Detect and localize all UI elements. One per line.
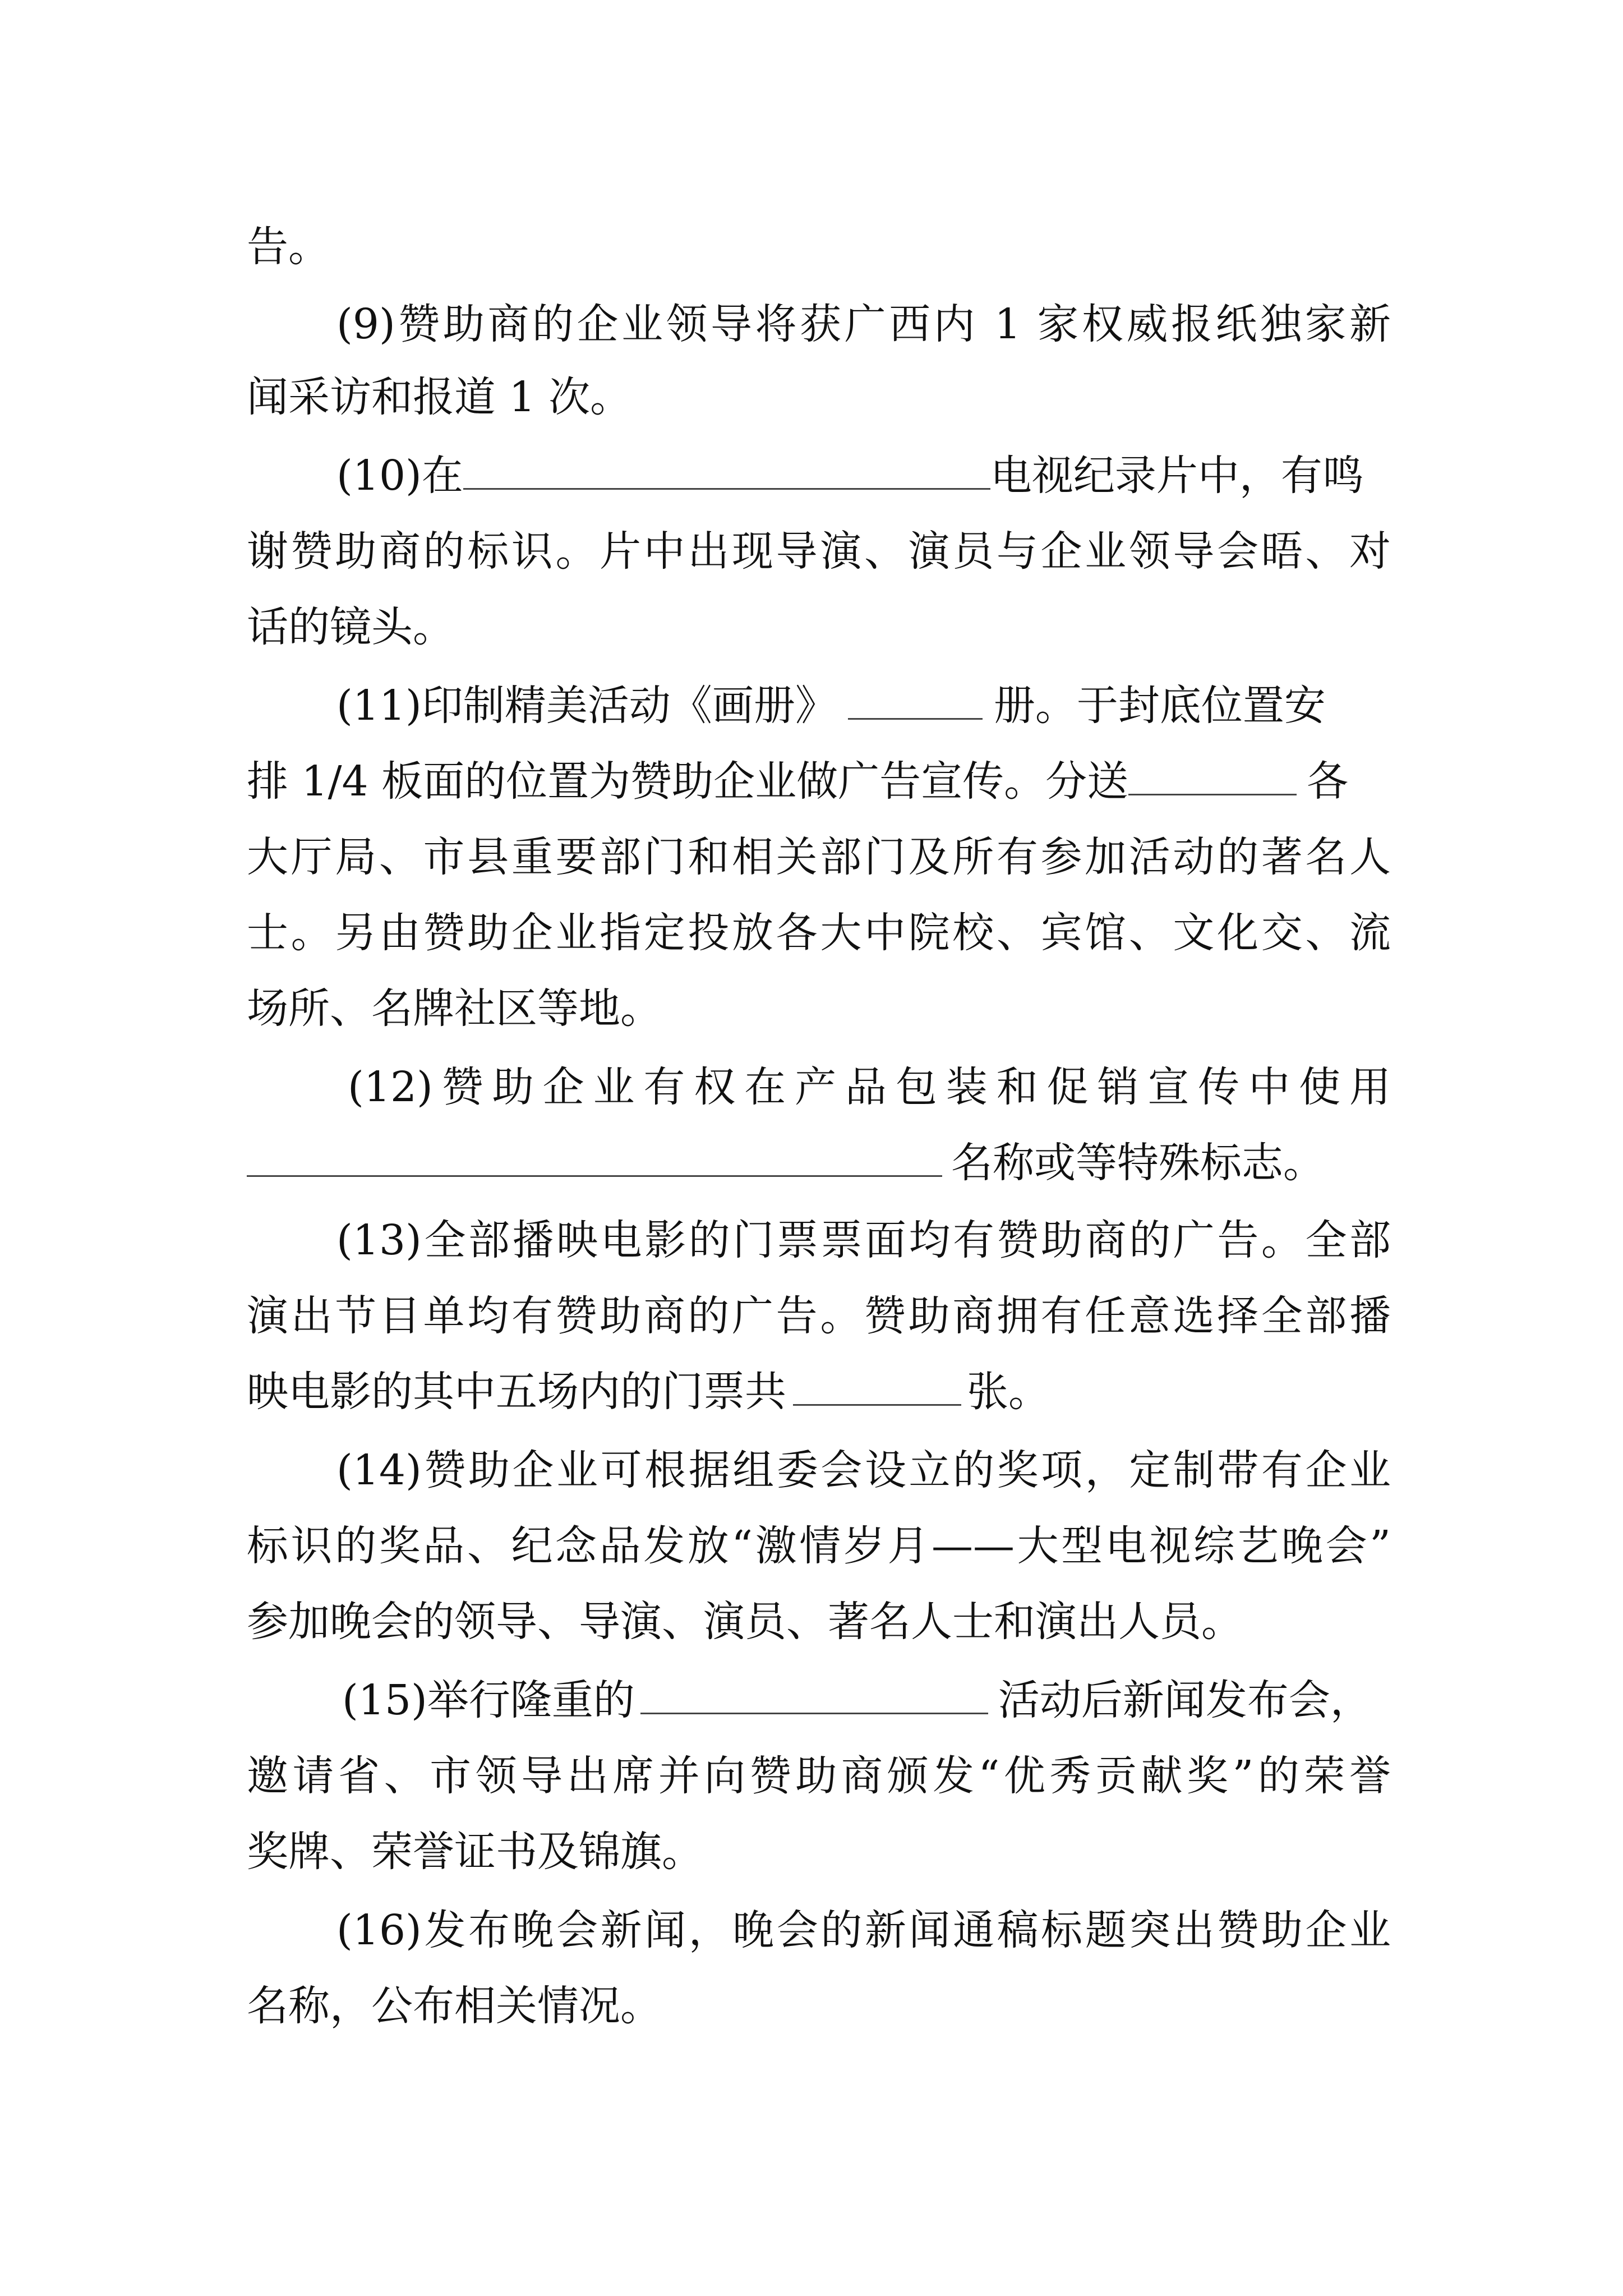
fill-in-blank <box>463 449 990 490</box>
paragraph-11-line-2 <box>247 754 1391 808</box>
paragraph-11-line-4: 士。另由赞助企业指定投放各大中院校、宾馆、文化交、流 <box>247 909 1391 957</box>
paragraph-10-text-a: (10)在 <box>336 452 463 500</box>
paragraph-10-text-b: 电视纪录片中，有鸣 <box>990 452 1364 500</box>
paragraph-10-line-1 <box>336 449 1391 503</box>
fill-in-blank <box>793 1365 961 1406</box>
paragraph-9-line-2: 闻采访和报道 1 次。 <box>247 373 632 421</box>
paragraph-14-line-2: 标识的奖品、纪念品发放“激情岁月——大型电视综艺晚会” <box>247 1522 1391 1570</box>
paragraph-11-text-d: 各 <box>1307 757 1349 806</box>
fill-in-blank <box>848 679 983 720</box>
paragraph-11-text-c: 排 1/4 板面的位置为赞助企业做广告宣传。分送 <box>247 757 1129 806</box>
paragraph-13-line-1: (13)全部播映电影的门票票面均有赞助商的广告。全部 <box>336 1216 1391 1264</box>
paragraph-15-line-2: 邀请省、市领导出席并向赞助商颁发“优秀贡献奖”的荣誉 <box>247 1752 1391 1800</box>
paragraph-15-text-b: 活动后新闻发布会， <box>998 1676 1372 1724</box>
paragraph-13-line-2: 演出节目单均有赞助商的广告。赞助商拥有任意选择全部播 <box>247 1292 1391 1340</box>
paragraph-12-text-b: 名称或等特殊标志。 <box>951 1139 1325 1187</box>
paragraph-13-text-b: 张。 <box>967 1368 1050 1416</box>
paragraph-10-line-3: 话的镜头。 <box>247 603 454 651</box>
fill-in-blank <box>247 1136 942 1177</box>
paragraph-12-line-1: (12)赞助企业有权在产品包装和促销宣传中使用 <box>348 1063 1391 1111</box>
paragraph-14-line-1: (14)赞助企业可根据组委会设立的奖项，定制带有企业 <box>336 1446 1391 1494</box>
paragraph-11-text-b: 册。于封底位置安 <box>993 682 1326 730</box>
paragraph-15-line-1 <box>342 1673 1402 1727</box>
paragraph-12-line-2 <box>247 1136 1391 1190</box>
paragraph-15-line-3: 奖牌、荣誉证书及锦旗。 <box>247 1828 703 1876</box>
paragraph-11-text-a: (11)印制精美活动《画册》 <box>336 682 837 730</box>
paragraph-15-text-a: (15)举行隆重的 <box>342 1676 635 1724</box>
fill-in-blank <box>640 1673 988 1714</box>
paragraph-8-tail: 告。 <box>247 223 330 271</box>
paragraph-14-line-3: 参加晚会的领导、导演、演员、著名人士和演出人员。 <box>247 1598 1243 1646</box>
paragraph-9-line-1: (9)赞助商的企业领导将获广西内 1 家权威报纸独家新 <box>336 300 1391 348</box>
paragraph-10-line-2: 谢赞助商的标识。片中出现导演、演员与企业领导会晤、对 <box>247 527 1391 576</box>
paragraph-16-line-2: 名称，公布相关情况。 <box>247 1982 662 2030</box>
paragraph-13-text-a: 映电影的其中五场内的门票共 <box>247 1368 786 1416</box>
fill-in-blank <box>1128 754 1297 795</box>
paragraph-11-line-3: 大厅局、市县重要部门和相关部门及所有参加活动的著名人 <box>247 833 1391 881</box>
paragraph-11-line-5: 场所、名牌社区等地。 <box>247 984 662 1033</box>
paragraph-13-line-3 <box>247 1365 1391 1419</box>
paragraph-16-line-1: (16)发布晚会新闻，晚会的新闻通稿标题突出赞助企业 <box>336 1906 1391 1954</box>
paragraph-11-line-1 <box>336 679 1391 733</box>
